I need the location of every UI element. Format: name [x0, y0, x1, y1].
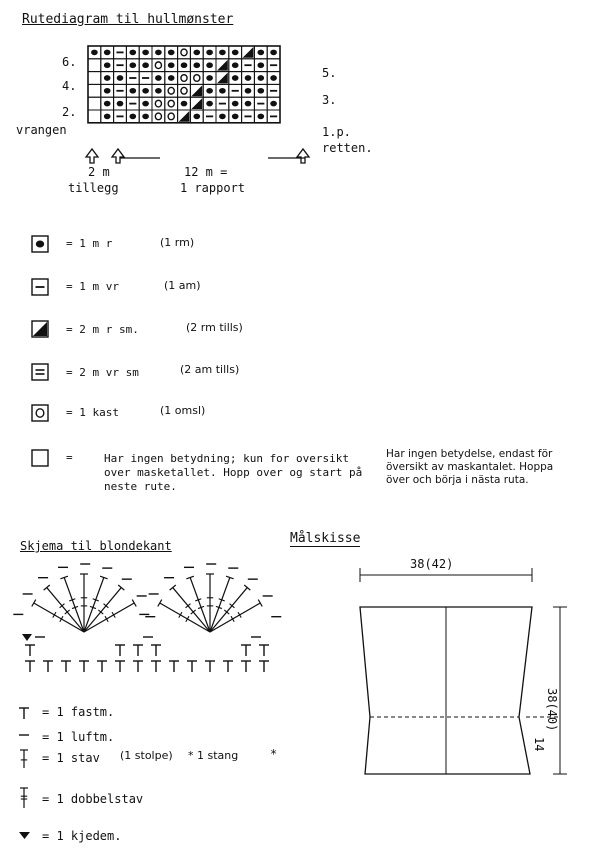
- lace-legend-sl-text: = 1 kjedem.: [42, 829, 122, 843]
- legend-empty-eq: =: [66, 451, 73, 464]
- legend-k2tog-alt: (2 rm tills): [186, 321, 243, 334]
- arrow-right-label: 1 rapport: [180, 181, 246, 195]
- lace-legend-ch-text: = 1 luftm.: [42, 730, 115, 744]
- row-label-3: 3.: [322, 93, 337, 107]
- row-label-1p: 1.p.: [322, 125, 351, 139]
- legend-knit-alt: (1 rm): [160, 236, 195, 249]
- lace-title: Skjema til blondekant: [20, 539, 172, 553]
- arrow-right-count: 12 m =: [184, 165, 228, 179]
- row-label-retten: retten.: [322, 141, 373, 155]
- legend-purl-alt: (1 am): [164, 279, 201, 292]
- lace-legend-dc-star: * 1 stang: [188, 749, 239, 762]
- legend-p2tog-alt: (2 am tills): [180, 363, 240, 376]
- row-label-2: 2.: [62, 105, 77, 119]
- legend-knit-text: = 1 m r: [66, 237, 113, 250]
- row-label-4: 4.: [62, 79, 77, 93]
- row-label-6: 6.: [62, 55, 77, 69]
- lace-legend-tr-text: = 1 dobbelstav: [42, 792, 144, 806]
- legend-p2tog-text: = 2 m vr sm: [66, 366, 139, 379]
- legend-empty-note: Har ingen betydning; kun for oversikt over masketallet. Hopp over og start på neste rute.: [104, 452, 363, 493]
- sketch-lower-label: 14: [532, 737, 546, 752]
- legend-yo-alt: (1 omsl): [160, 404, 206, 417]
- row-label-vrangen: vrangen: [16, 123, 67, 137]
- legend-empty-note-alt: Har ingen betydelse, endast för översikt av maskantalet. Hoppa över och börja i nästa ruta.: [386, 448, 554, 486]
- lace-legend-sc-text: = 1 fastm.: [42, 705, 115, 719]
- lace-legend-dc-alt: (1 stolpe): [120, 749, 173, 762]
- legend-k2tog-text: = 2 m r sm.: [66, 323, 139, 336]
- legend-purl-text: = 1 m vr: [66, 280, 119, 293]
- arrow-left-count: 2 m: [88, 165, 110, 179]
- sketch-width-label: 38(42): [410, 557, 454, 571]
- sketch-title: Målskisse: [290, 531, 361, 546]
- lace-legend-dc-text: = 1 stav: [42, 751, 100, 765]
- chart-title: Rutediagram til hullmønster: [22, 12, 234, 27]
- sketch-height-label: 38(40): [545, 688, 559, 732]
- arrow-left-label: tillegg: [68, 181, 119, 195]
- lace-legend-star-mark: *: [270, 747, 278, 761]
- row-label-5: 5.: [322, 66, 337, 80]
- legend-yo-text: = 1 kast: [66, 406, 119, 419]
